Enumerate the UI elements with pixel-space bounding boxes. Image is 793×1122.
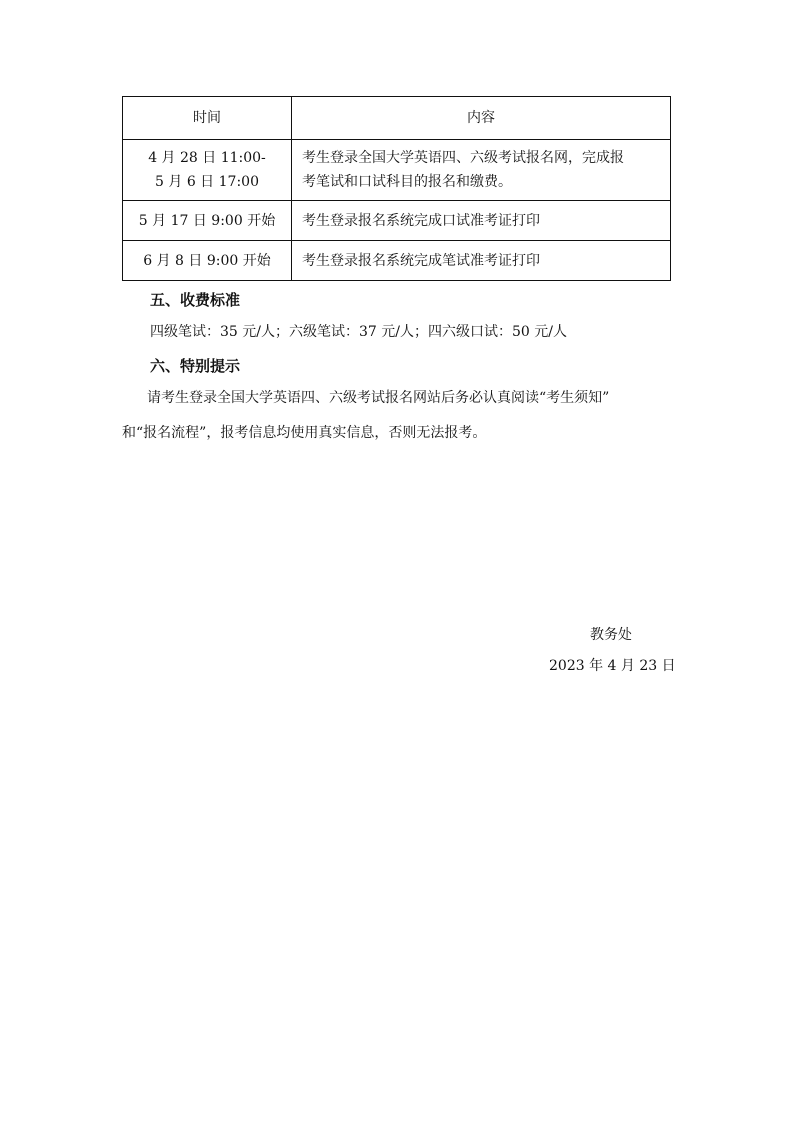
notice-line-1: 请考生登录全国大学英语四、六级考试报名网站后务必认真阅读“考生须知” (147, 390, 610, 406)
time-cell: 6 月 8 日 9:00 开始 (123, 241, 292, 281)
content-cell: 考生登录报名系统完成口试准考证打印 (292, 201, 671, 241)
header-time: 时间 (123, 97, 292, 140)
content-cell: 考生登录报名系统完成笔试准考证打印 (292, 241, 671, 281)
schedule-table (122, 96, 671, 281)
section-heading-notice: 六、特别提示 (150, 357, 241, 375)
time-cell (123, 140, 292, 201)
notice-line-2: 和“报名流程”，报考信息均使用真实信息，否则无法报考。 (122, 425, 487, 441)
fees-text: 四级笔试：35 元/人；六级笔试：37 元/人；四六级口试：50 元/人 (150, 324, 567, 340)
signature-office: 教务处 (590, 627, 632, 643)
section-heading-fees: 五、收费标准 (150, 291, 241, 309)
content-cell (292, 140, 671, 201)
header-content: 内容 (292, 97, 671, 140)
table-row (123, 140, 671, 201)
table-row (123, 241, 671, 281)
table-row (123, 201, 671, 241)
content-line-1: 考生登录全国大学英语四、六级考试报名网，完成报 (302, 150, 624, 166)
table-header-row (123, 97, 671, 140)
content-line-2: 考笔试和口试科目的报名和缴费。 (302, 174, 512, 190)
time-cell: 5 月 17 日 9:00 开始 (123, 201, 292, 241)
time-line-1: 4 月 28 日 11:00- (148, 150, 266, 166)
time-line-2: 5 月 6 日 17:00 (155, 174, 259, 190)
signature-date: 2023 年 4 月 23 日 (549, 658, 676, 674)
